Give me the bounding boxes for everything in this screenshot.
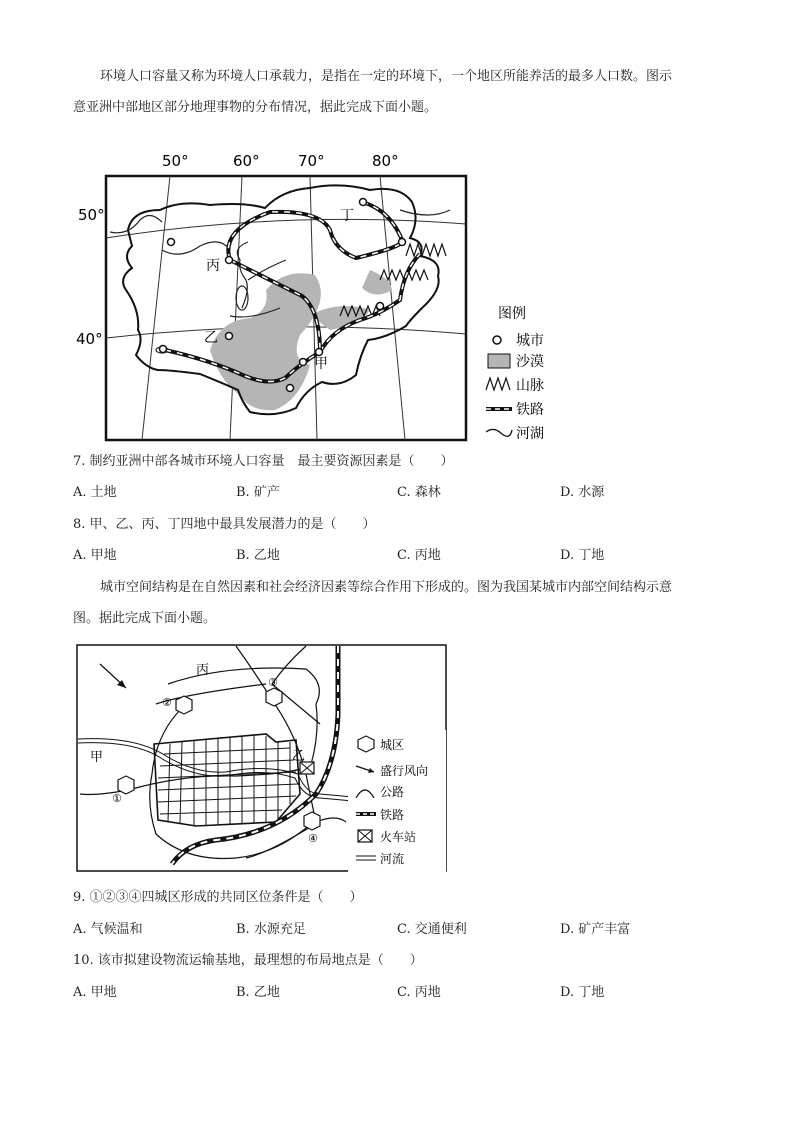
q10-option-a[interactable]: A. 甲地 [73, 985, 117, 1000]
q7-option-c[interactable]: C. 森林 [397, 485, 441, 500]
place-jia-2: 甲 [90, 750, 104, 765]
place-jia: 甲 [314, 356, 328, 372]
place-yi-2: 乙 [292, 749, 306, 764]
legend-wind: 盛行风向 [380, 764, 429, 778]
q8-stem: 8. 甲、乙、丙、丁四地中最具发展潜力的是（ ） [73, 517, 376, 532]
lat-label-40: 40° [76, 330, 103, 348]
q7-option-d[interactable]: D. 水源 [560, 485, 605, 500]
q10-option-b[interactable]: B. 乙地 [236, 985, 280, 1000]
q9-option-a[interactable]: A. 气候温和 [73, 922, 143, 937]
lon-label-60: 60° [233, 152, 260, 170]
legend-river-2: 河流 [380, 852, 405, 866]
legend-road: 公路 [380, 785, 405, 799]
place-bing: 丙 [206, 258, 220, 274]
q10-option-d[interactable]: D. 丁地 [560, 985, 605, 1000]
legend-mountain: 山脉 [516, 378, 544, 394]
district-3: ③ [268, 676, 278, 689]
place-yi: 乙 [204, 330, 218, 346]
passage1-line1: 环境人口容量又称为环境人口承载力，是指在一定的环境下，一个地区所能养活的最多人口数。图示 [100, 69, 673, 84]
q8-option-d[interactable]: D. 丁地 [560, 548, 605, 563]
q8-option-b[interactable]: B. 乙地 [236, 548, 280, 563]
lon-label-70: 70° [298, 152, 325, 170]
lat-label-50: 50° [78, 206, 105, 224]
legend-city: 城市 [516, 333, 544, 349]
desert-area [210, 273, 321, 410]
q7-stem: 7. 制约亚洲中部各城市环境人口容量 最主要资源因素是（ ） [73, 454, 454, 469]
lon-label-50: 50° [162, 152, 189, 170]
map2-legend [348, 730, 446, 872]
legend-railway: 铁路 [516, 402, 544, 418]
legend-river-symbol [486, 429, 512, 436]
legend-river-lake: 河湖 [516, 426, 544, 442]
legend-station: 火车站 [380, 830, 417, 844]
q9-option-d[interactable]: D. 矿产丰富 [560, 922, 631, 937]
district-2: ② [162, 696, 172, 709]
q9-option-c[interactable]: C. 交通便利 [397, 922, 467, 937]
lon-label-80: 80° [372, 152, 399, 170]
q10-option-c[interactable]: C. 丙地 [397, 985, 441, 1000]
passage2-line2: 图。据此完成下面小题。 [73, 611, 217, 626]
city-structure-map [76, 644, 448, 874]
q9-stem: 9. ①②③④四城区形成的共同区位条件是（ ） [73, 890, 363, 905]
passage2-line1: 城市空间结构是在自然因素和社会经济因素等综合作用下形成的。图为我国某城市内部空间结构示意 [100, 580, 673, 595]
q7-option-a[interactable]: A. 土地 [73, 485, 117, 500]
legend-district-symbol [358, 736, 374, 752]
legend-railway-2: 铁路 [380, 808, 405, 822]
map1-legend [486, 306, 544, 442]
legend-district: 城区 [380, 738, 405, 752]
legend-mountain-symbol [486, 378, 510, 390]
q8-option-a[interactable]: A. 甲地 [73, 548, 117, 563]
central-asia-map [70, 150, 570, 445]
place-bing-2: 丙 [196, 663, 210, 678]
q8-option-c[interactable]: C. 丙地 [397, 548, 441, 563]
q7-option-b[interactable]: B. 矿产 [236, 485, 280, 500]
legend-desert: 沙漠 [516, 354, 544, 370]
legend-city-symbol [493, 336, 501, 344]
district-1: ① [112, 792, 122, 805]
passage1-line2: 意亚洲中部地区部分地理事物的分布情况，据此完成下面小题。 [73, 100, 438, 115]
legend-title: 图例 [498, 306, 526, 322]
q10-stem: 10. 该市拟建设物流运输基地，最理想的布局地点是（ ） [73, 953, 423, 968]
district-4: ④ [308, 832, 318, 845]
place-ding: 丁 [340, 208, 354, 224]
legend-desert-symbol [488, 354, 510, 368]
q9-option-b[interactable]: B. 水源充足 [236, 922, 306, 937]
